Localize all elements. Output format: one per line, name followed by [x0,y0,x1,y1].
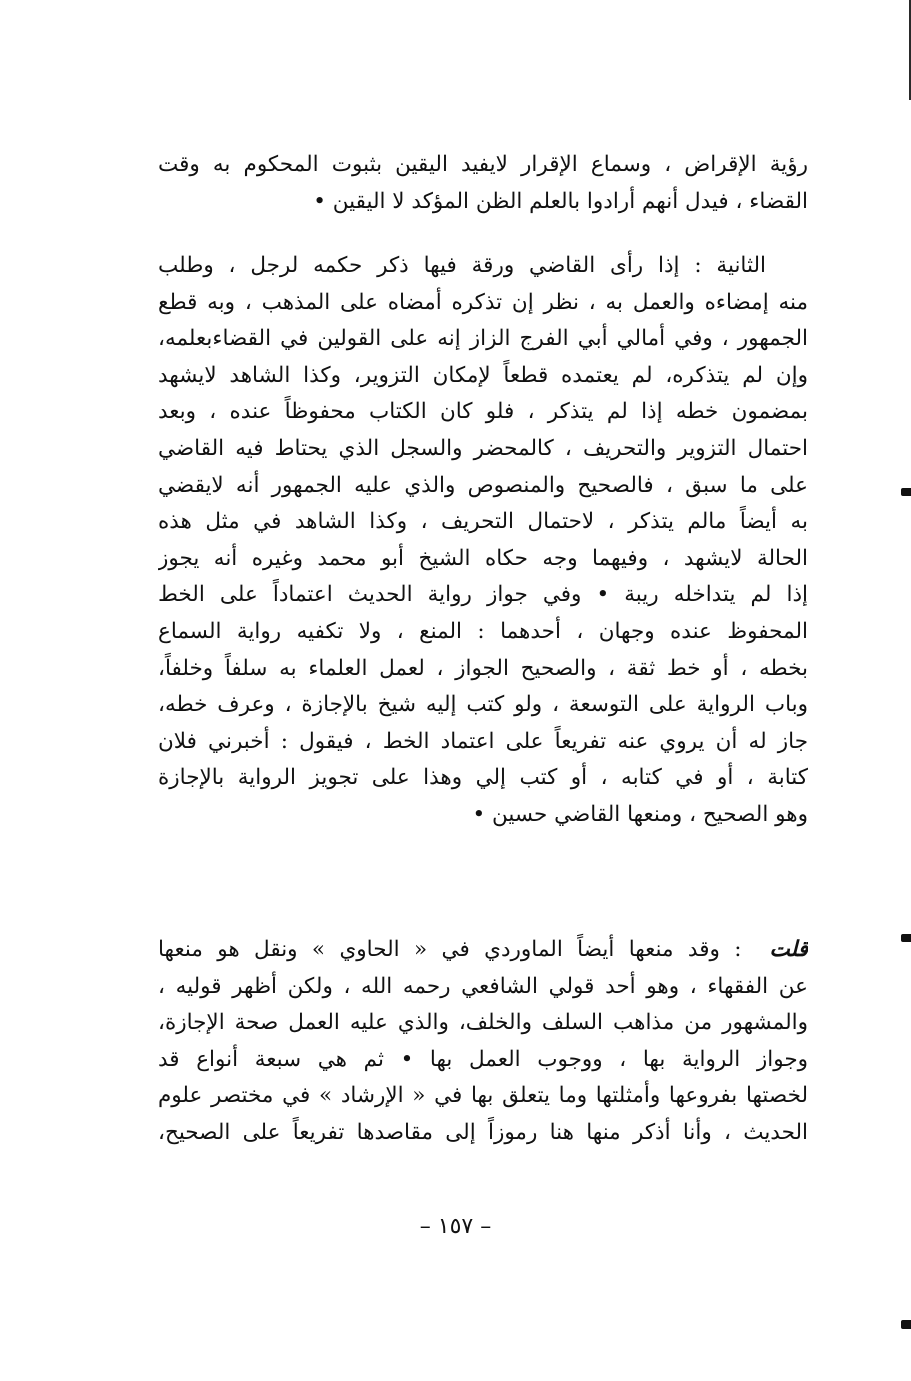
text-line: وإن لم يتذكره، لم يعتمده قطعاً لإمكان التزوير، وكذا الشاهد لايشهد [158,362,808,388]
text-line: بمضمون خطه إذا لم يتذكر ، فلو كان الكتاب محفوظاً عنده ، وبعد [158,399,808,425]
scan-edge-mark [901,1320,911,1329]
text-line: الحالة لايشهد ، وفيهما وجه حكاه الشيخ أبو محمد وغيره أنه يجوز [158,545,808,571]
text-line: المحفوظ عنده وجهان ، أحدهما : المنع ، ولا تكفيه رواية السماع [158,618,808,644]
text-line: إذا لم يتداخله ريبة • وفي جواز رواية الحديث اعتماداً على الخط [158,582,808,608]
scan-edge-mark [901,934,911,942]
text-line: على ما سبق ، فالصحيح والمنصوص والذي عليه الجمهور أنه لايقضي [158,472,808,498]
paragraph-continuation [158,147,808,220]
text-line: منه إمضاءه والعمل به ، نظر إن تذكره أمضاه على المذهب ، وبه قطع [158,289,808,315]
text-line: احتمال التزوير والتحريف ، كالمحضر والسجل الذي يحتاط فيه القاضي [158,435,808,461]
text-line-with-keyword [158,932,808,969]
paragraph-author-note [158,932,808,1152]
text-line: وهو الصحيح ، ومنعها القاضي حسين • [472,801,808,827]
page-number: – ١٥٧ – [419,1214,492,1239]
text-line-rest: : وقد منعها أيضاً الماوردي في « الحاوي » ونقل هو منعها [158,937,742,962]
text-line: به أيضاً مالم يتذكر ، لاحتمال التحريف ، وكذا الشاهد في مثل هذه [158,509,808,535]
text-line: جاز له أن يروي عنه تفريعاً على اعتماد الخط ، فيقول : أخبرني فلان [158,728,808,754]
text-line: الجمهور ، وفي أمالي أبي الفرج الزاز إنه على القولين في القضاءبعلمه، [158,326,808,352]
text-line: القضاء ، فيدل أنهم أرادوا بالعلم الظن المؤكد لا اليقين • [313,188,808,214]
page-edge-shadow [903,0,911,100]
paragraph-second-case [158,248,808,834]
text-line: عن الفقهاء ، وهو أحد قولي الشافعي رحمه الله ، ولكن أظهر قوليه ، [158,973,808,999]
text-line: والمشهور من مذاهب السلف والخلف، والذي عليه العمل صحة الإجازة، [158,1010,808,1036]
keyword-qultu: قلت [769,937,808,962]
text-line: وباب الرواية على التوسعة ، ولو كتب إليه شيخ بالإجازة ، وعرف خطه، [158,692,808,718]
text-line: الثانية : إذا رأى القاضي ورقة فيها ذكر حكمه لرجل ، وطلب [158,253,766,278]
text-line: بخطه ، أو خط ثقة ، والصحيح الجواز ، لعمل العلماء به سلفاً وخلفاً، [158,655,808,681]
text-line: لخصتها بفروعها وأمثلتها وما يتعلق بها في « الإرشاد » في مختصر علوم [158,1083,808,1109]
text-line: الحديث ، وأنا أذكر منها هنا رموزاً إلى مقاصدها تفريعاً على الصحيح، [158,1119,808,1145]
text-line: كتابة ، أو في كتابه ، أو كتب إلي وهذا على تجويز الرواية بالإجازة [158,765,808,791]
scan-edge-mark [901,488,911,496]
text-line: رؤية الإقراض ، وسماع الإقرار لايفيد اليقين بثبوت المحكوم به وقت [158,152,808,177]
text-line: وجواز الرواية بها ، ووجوب العمل بها • ثم هي سبعة أنواع قد [158,1046,808,1072]
